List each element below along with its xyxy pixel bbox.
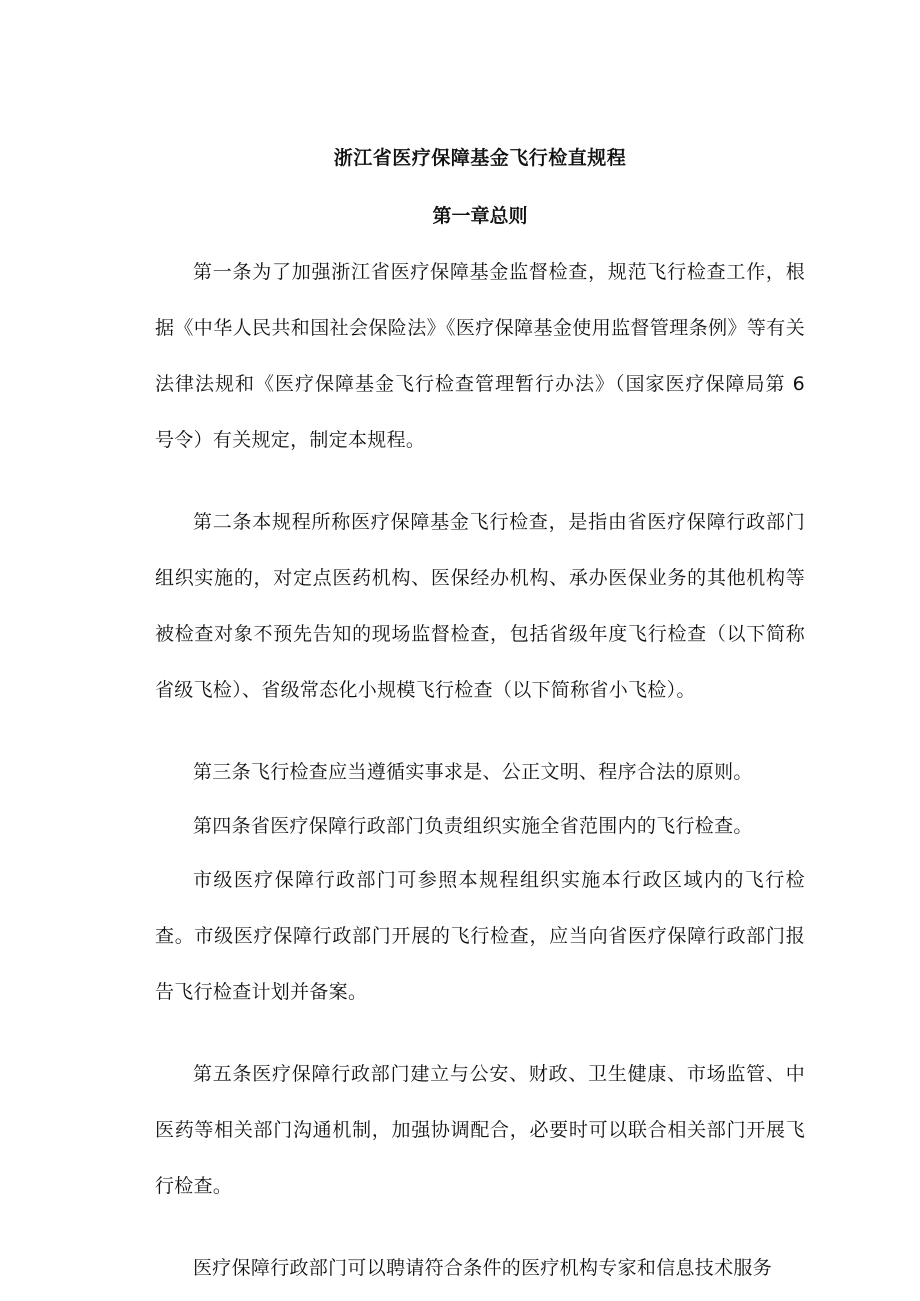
article-5-subparagraph: 医疗保障行政部门可以聘请符合条件的医疗机构专家和信息技术服务 xyxy=(193,1257,773,1279)
article-1-paragraph: 第一条为了加强浙江省医疗保障基金监督检查，规范飞行检查工作，根据《中华人民共和国社会保险法》《医疗保障基金使用监督管理条例》等有关法律法规和《医疗保障基金飞行检查管理暂行办法》（国家医疗保障局第 6 号令）有关规定，制定本规程。 xyxy=(155,261,805,451)
article-3-paragraph: 第三条飞行检查应当遵循实事求是、公正文明、程序合法的原则。 xyxy=(193,761,753,783)
article-4-paragraph: 第四条省医疗保障行政部门负责组织实施全省范围内的飞行检查。 xyxy=(193,815,753,837)
article-4-subparagraph: 市级医疗保障行政部门可参照本规程组织实施本行政区域内的飞行检查。市级医疗保障行政部门开展的飞行检查，应当向省医疗保障行政部门报告飞行检查计划并备案。 xyxy=(155,869,805,1003)
document-title: 浙江省医疗保障基金飞行检直规程 xyxy=(333,147,627,169)
article-5-paragraph: 第五条医疗保障行政部门建立与公安、财政、卫生健康、市场监管、中医药等相关部门沟通机制，加强协调配合，必要时可以联合相关部门开展飞行检查。 xyxy=(155,1063,805,1197)
chapter-heading: 第一章总则 xyxy=(432,205,528,227)
document-body xyxy=(155,142,805,1296)
article-2-paragraph: 第二条本规程所称医疗保障基金飞行检查，是指由省医疗保障行政部门组织实施的，对定点医药机构、医保经办机构、承办医保业务的其他机构等被检查对象不预先告知的现场监督检查，包括省级年度飞行检查（以下简称省级飞检）、省级常态化小规模飞行检查（以下简称省小飞检）。 xyxy=(155,511,805,701)
